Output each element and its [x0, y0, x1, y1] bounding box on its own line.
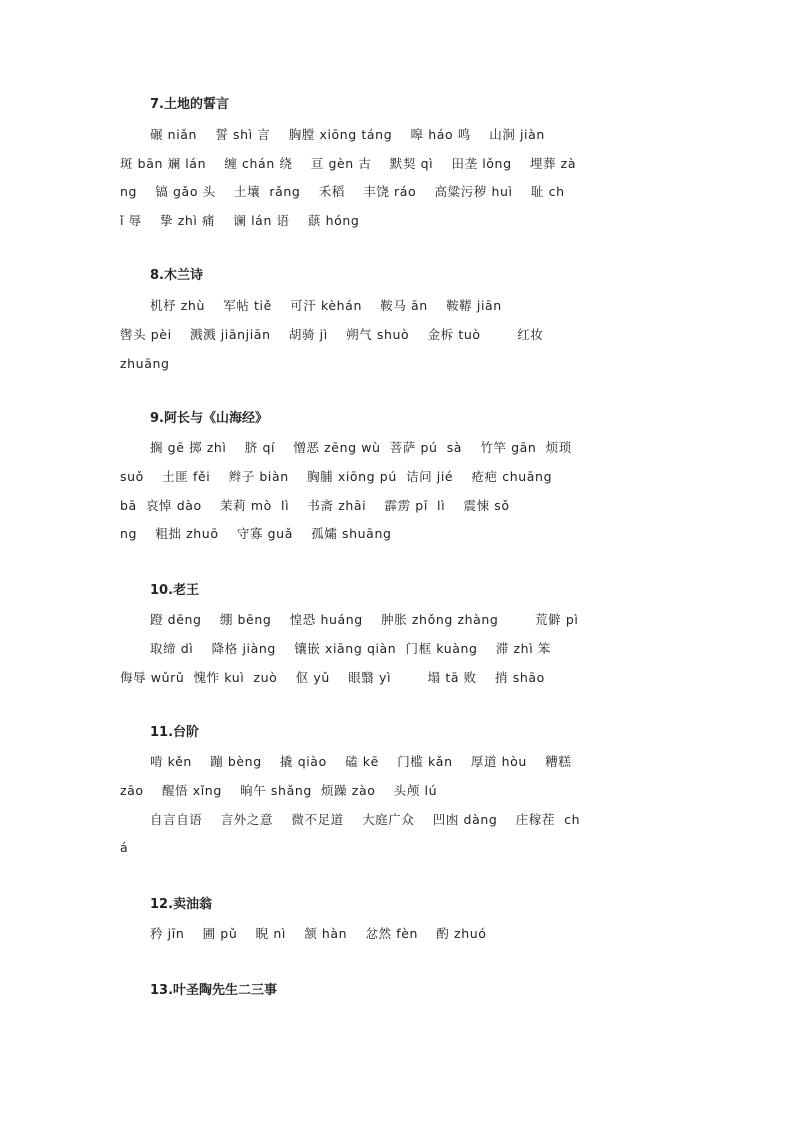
section-heading: 10.老王 — [150, 583, 200, 598]
text-line: á — [120, 840, 129, 855]
section-heading: 9.阿长与《山海经》 — [150, 411, 268, 426]
text-line: 取缔 dì 降格 jiàng 镶嵌 xiāng qiàn 门框 kuàng 滞 zhì 笨 — [150, 641, 551, 656]
text-line: 矜 jīn 圃 pǔ 睨 nì 颔 hàn 忿然 fèn 酌 zhuó — [150, 926, 487, 941]
text-line: 辔头 pèi 溅溅 jiānjiān 胡骑 jì 朔气 shuò 金柝 tuò 红妆 — [120, 327, 544, 342]
text-line: 自言自语 言外之意 微不足道 大庭广众 凹凼 dàng 庄稼茬 ch — [150, 812, 581, 827]
text-line: bā 哀悼 dào 茉莉 mò lì 书斋 zhāi 霹雳 pī lì 震悚 sǒ — [120, 498, 510, 513]
text-line: 搁 gē 掷 zhì 脐 qí 憎恶 zēng wù 菩萨 pú sà 竹竿 gān 烦琐 — [150, 440, 572, 455]
text-line: 啃 kěn 蹦 bèng 撬 qiào 磕 kē 门槛 kǎn 厚道 hòu 糟糕 — [150, 754, 572, 769]
text-line: 碾 niǎn 誓 shì 言 胸膛 xiōng táng 嗥 háo 鸣 山涧 jiàn — [150, 127, 545, 142]
section-heading: 12.卖油翁 — [150, 897, 213, 912]
section-heading: 13.叶圣陶先生二三事 — [150, 983, 278, 998]
text-line: 斑 bān 斓 lán 缠 chán 绕 亘 gèn 古 默契 qì 田垄 lǒng 埋葬 zà — [120, 156, 577, 171]
section-heading: 11.台阶 — [150, 725, 200, 740]
text-line: 机杼 zhù 军帖 tiě 可汗 kèhán 鞍马 ān 鞍鞯 jiān — [150, 298, 502, 313]
text-line: ǐ 辱 挚 zhì 痛 谰 lán 语 蕻 hóng — [120, 213, 360, 228]
text-line: zhuāng — [120, 356, 170, 371]
text-line: ng 粗拙 zhuō 守寡 guǎ 孤孀 shuāng — [120, 526, 392, 541]
section-heading: 7.土地的誓言 — [150, 97, 229, 112]
text-line: 侮辱 wǔrǔ 愧怍 kuì zuò 伛 yǔ 眼翳 yì 塌 tā 败 捎 shāo — [120, 670, 545, 685]
text-line: suǒ 土匪 fěi 辫子 biàn 胸脯 xiōng pú 诘问 jié 疮疤 chuāng — [120, 469, 553, 484]
section-heading: 8.木兰诗 — [150, 268, 203, 283]
text-line: zāo 醒悟 xǐng 晌午 shǎng 烦躁 zào 头颅 lú — [120, 783, 438, 798]
text-line: 蹬 dēng 绷 bēng 惶恐 huáng 肿胀 zhǒng zhàng 荒僻 pì — [150, 612, 579, 627]
text-line: ng 镐 gǎo 头 土壤 rǎng 禾稻 丰饶 ráo 高粱污秽 huì 耻 ch — [120, 184, 565, 199]
